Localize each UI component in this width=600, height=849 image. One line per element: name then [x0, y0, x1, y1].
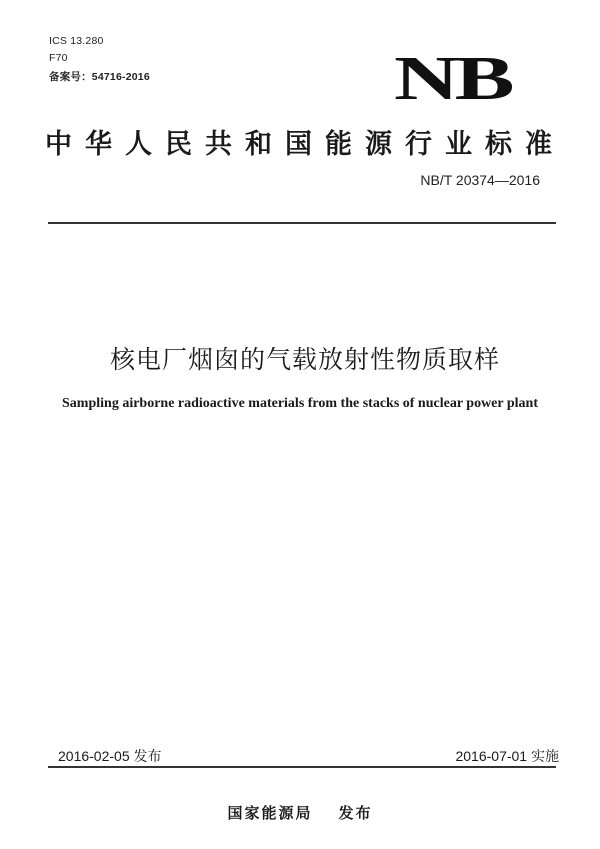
standard-classification: 中华人民共和国能源行业标准: [45, 129, 565, 160]
title-english: Sampling airborne radioactive materials from the stacks of nuclear power plant: [62, 396, 538, 411]
ics-code: ICS 13.280: [49, 35, 104, 47]
issuer-block: [0, 802, 600, 823]
top-divider: [48, 222, 556, 224]
issuer-name: 国家能源局: [227, 804, 313, 822]
ccs-code: F70: [49, 52, 68, 64]
record-number: 备案号：54716-2016: [49, 71, 150, 83]
nb-logo: NB: [394, 45, 511, 113]
title-chinese: 核电厂烟囱的气载放射性物质取样: [109, 345, 500, 374]
standard-number: NB/T 20374—2016: [420, 172, 540, 188]
issue-date: 2016-02-05 发布: [58, 748, 162, 764]
issuer-action: 发布: [338, 804, 373, 822]
implementation-date: 2016-07-01 实施: [455, 748, 559, 764]
bottom-divider: [48, 766, 556, 768]
